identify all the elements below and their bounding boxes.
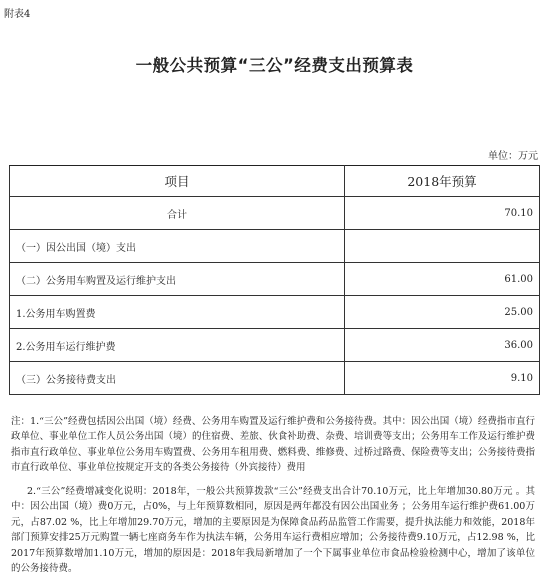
row-item-label: 2.公务用车运行维护费	[10, 329, 345, 362]
row-value: 70.10	[345, 197, 540, 230]
budget-table	[9, 165, 540, 395]
row-item-label: 合计	[10, 197, 345, 230]
row-item-label: （三）公务接待费支出	[10, 362, 345, 395]
table-row	[10, 263, 540, 296]
row-value: 61.00	[345, 263, 540, 296]
table-row	[10, 329, 540, 362]
attachment-label: 附表4	[4, 9, 31, 20]
unit-label: 单位：万元	[488, 151, 538, 162]
table-row-total	[10, 197, 540, 230]
row-item-label: 1.公务用车购置费	[10, 296, 345, 329]
row-value	[345, 230, 540, 263]
table-header-row	[10, 166, 540, 197]
notes-section	[11, 414, 535, 576]
column-header-budget: 2018年预算	[345, 166, 540, 197]
note-1: 注：1.“三公”经费包括因公出国（境）经费、公务用车购置及运行维护费和公务接待费。其中：因公出国（境）经费指市直行政单位、事业单位工作人员公务出国（境）的住宿费、差旅、伙食补助费、杂费、培训费等支出；公务用车工作及运行维护费指市直行政单位、事业单位公务用车购置费、公务用车租用费、燃料费、维修费、过桥过路费、保险费等支出；公务接待费指市直行政单位、事业单位按规定开支的各类公务接待（外宾接待）费用	[11, 416, 535, 474]
row-item-label: （一）因公出国（境）支出	[10, 230, 345, 263]
row-item-label: （二）公务用车购置及运行维护支出	[10, 263, 345, 296]
note-2: 2.“三公”经费增减变化说明：2018年，一般公共预算拨款“三公”经费支出合计70.10万元，比上年增加30.80万元 。其中：因公出国（境）费0万元，占0%，与上年预算数相同，原因是两年都没有因公出国业务 ；公务用车运行维护费61.00万元，占87.02 %，比上年增加29.70万元，增加的主要原因是为保障食品药品监管工作需要，提升执法能力和效能，2018年部门预算安排25万元购置一辆七座商务车作为执法车辆，公务用车运行费相应增加；公务接待费9.10万元，占12.98 %，比2017年预算数增加1.10万元，增加的原因是：2018年我局新增加了一个下属事业单位市食品检验检测中心，增加了该单位的公务接待费。	[11, 486, 535, 575]
row-value: 9.10	[345, 362, 540, 395]
table-row	[10, 296, 540, 329]
column-header-item: 项目	[10, 166, 345, 197]
table-row	[10, 230, 540, 263]
page-title: 一般公共预算“三公”经费支出预算表	[135, 56, 414, 75]
table-row	[10, 362, 540, 395]
row-value: 36.00	[345, 329, 540, 362]
row-value: 25.00	[345, 296, 540, 329]
